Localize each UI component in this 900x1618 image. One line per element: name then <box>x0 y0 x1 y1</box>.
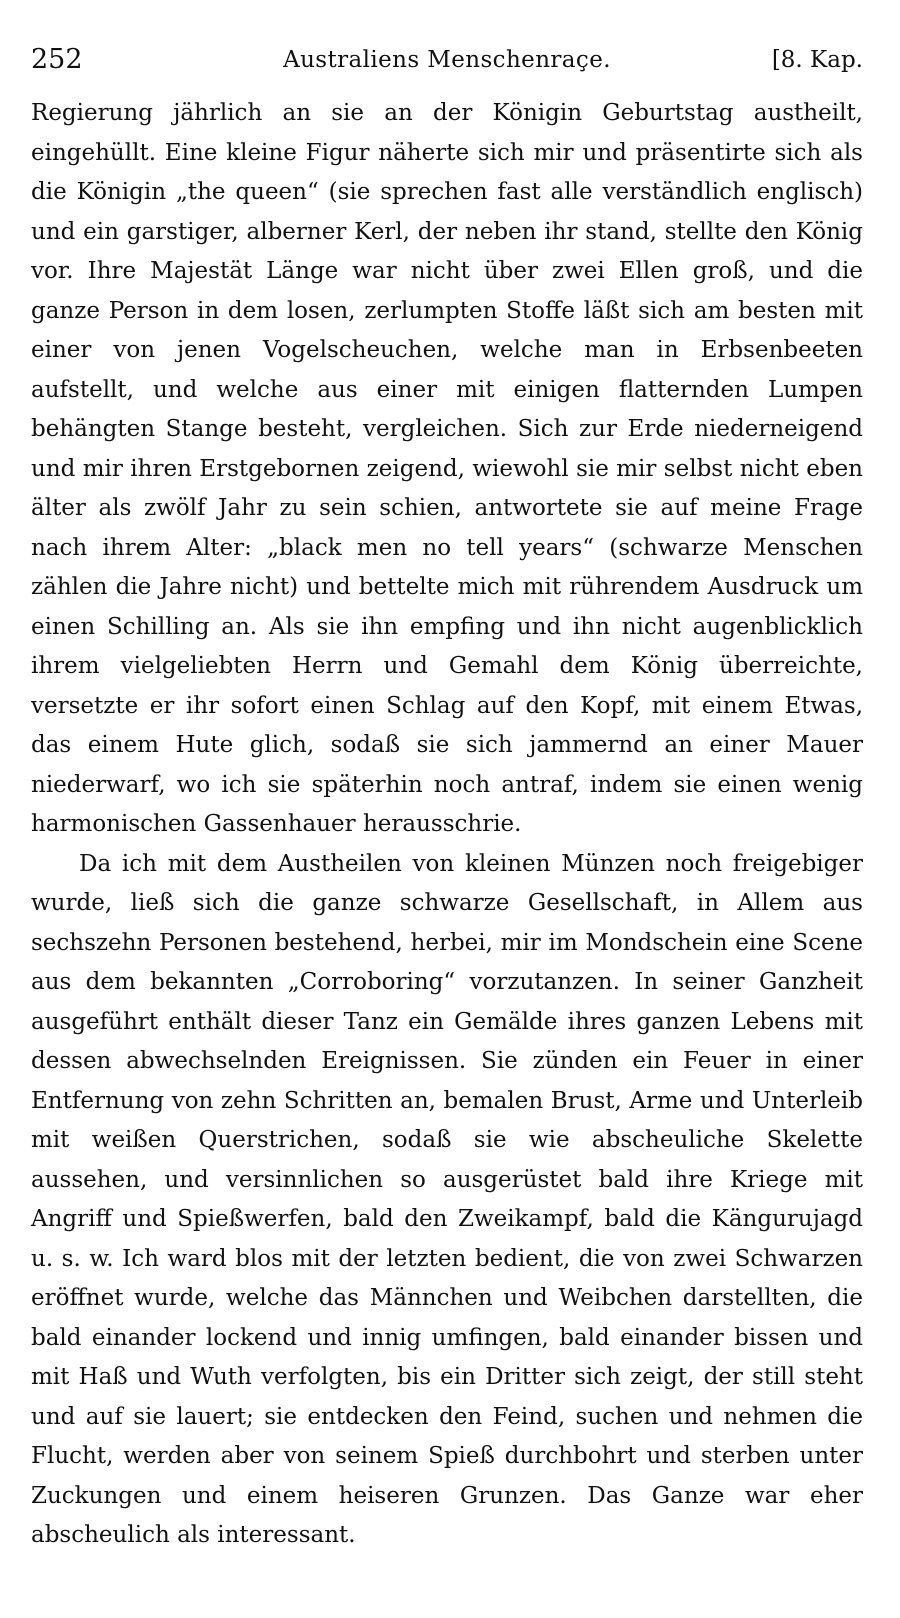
book-page <box>31 44 863 1584</box>
running-head <box>31 44 863 94</box>
page-number: 252 <box>31 44 83 75</box>
paragraph-corroboring-dance: Da ich mit dem Austheilen von kleinen Münzen noch freigebiger wurde, ließ sich die ganze schwarze Gesellschaft, in Allem aus sechszehn Personen bestehend, herbei, mir im Mondschein eine Scene aus dem bekannten „Corroboring“ vorzutanzen. In seiner Ganzheit ausgeführt enthält dieser Tanz ein Gemälde ihres ganzen Lebens mit dessen abwechselnden Ereignissen. Sie zünden ein Feuer in einer Entfernung von zehn Schritten an, bemalen Brust, Arme und Unterleib mit weißen Querstrichen, sodaß sie wie abscheuliche Skelette aussehen, und versinnlichen so ausgerüstet bald ihre Kriege mit Angriff und Spießwerfen, bald den Zweikampf, bald die Kängurujagd u. s. w. Ich ward blos mit der letzten bedient, die von zwei Schwarzen eröffnet wurde, welche das Männchen und Weibchen darstellten, die bald einander lockend und innig umfingen, bald einander bissen und mit Haß und Wuth verfolgten, bis ein Dritter sich zeigt, der still steht und auf sie lauert; sie entdecken den Feind, suchen und nehmen die Flucht, werden aber von seinem Spieß durchbohrt und sterben unter Zuckungen und einem heiseren Grunzen. Das Ganze war eher abscheulich als interessant. <box>31 850 863 1548</box>
paragraph-continued: Regierung jährlich an sie an der Königin Geburtstag austheilt, eingehüllt. Eine kleine Figur näherte sich mir und präsentirte sich als die Königin „the queen“ (sie sprechen fast alle verständlich englisch) und ein garstiger, alberner Kerl, der neben ihr stand, stellte den König vor. Ihre Majestät Länge war nicht über zwei Ellen groß, und die ganze Person in dem losen, zerlumpten Stoffe läßt sich am besten mit einer von jenen Vogelscheuchen, welche man in Erbsenbeeten aufstellt, und welche aus einer mit einigen flatternden Lumpen behängten Stange besteht, vergleichen. Sich zur Erde niederneigend und mir ihren Erstgebornen zeigend, wiewohl sie mir selbst nicht eben älter als zwölf Jahr zu sein schien, antwortete sie auf meine Frage nach ihrem Alter: „black men no tell years“ (schwarze Menschen zählen die Jahre nicht) und bettelte mich mit rührendem Ausdruck um einen Schilling an. Als sie ihn empfing und ihn nicht augenblicklich ihrem vielgeliebten Herrn und Gemahl dem König überreichte, versetzte er ihr sofort einen Schlag auf den Kopf, mit einem Etwas, das einem Hute glich, sodaß sie sich jammernd an einer Mauer niederwarf, wo ich sie späterhin noch antraf, indem sie einen wenig harmonischen Gassenhauer herausschrie. <box>31 100 863 837</box>
chapter-reference: [8. Kap. <box>771 47 863 73</box>
body-text <box>31 94 863 1556</box>
running-title: Australiens Menschenraçe. <box>283 47 611 73</box>
